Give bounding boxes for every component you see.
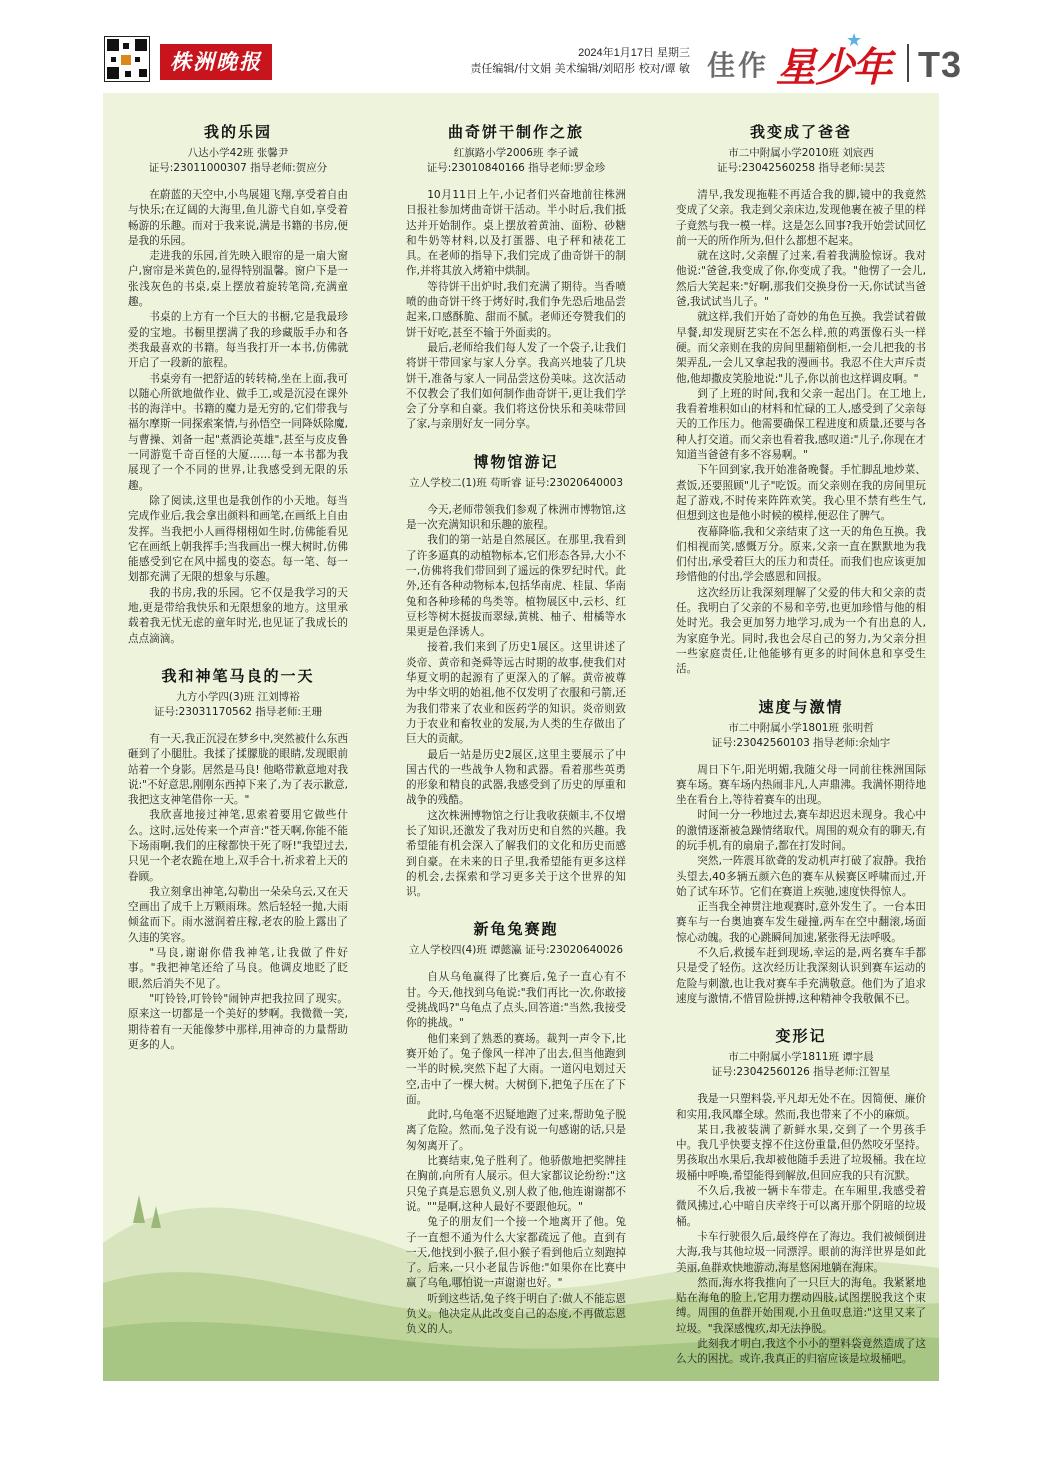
article-byline: 立人学校四(4)班 谭懿瀛 证号:23020640026: [408, 944, 624, 957]
article-paragraph: 最后,老师给我们每人发了一个袋子,让我们将饼干带回家与家人分享。我高兴地装了几块饼干,准备与家人一同品尝这份美味。这次活动不仅教会了我们如何制作曲奇饼干,更让我们学会了分享和自豪。我们将这份快乐和美味带回了家,与亲朋好友一同分享。: [406, 341, 626, 431]
article-cert: 证号:23042560126 指导老师:江智星: [711, 1066, 891, 1079]
article-paragraph: 周日下午,阳光明媚,我随父母一同前往株洲国际赛车场。赛车场内热闹非凡,人声鼎沸。我满怀期待地坐在看台上,等待着赛车的出现。: [676, 763, 926, 807]
article-paragraph: 我立刻拿出神笔,勾勒出一朵朵乌云,又在天空画出了成千上万颗雨珠。然后轻轻一抛,大雨倾盆而下。雨水滋润着庄稼,老农的脸上露出了久违的笑容。: [128, 885, 348, 944]
article-paragraph: "叮铃铃,叮铃铃"闹钟声把我拉回了现实。原来这一切都是一个美好的梦啊。我微微一笑,期待着有一天能像梦中那样,用神奇的力量帮助更多的人。: [128, 992, 348, 1051]
article-paragraph: 兔子的朋友们一个接一个地离开了他。兔子一直想不通为什么大家都疏远了他。直到有一天,他找到小猴子,但小猴子看到他后立刻跑掉了。后来,一只小老鼠告诉他:"如果你在比赛中赢了乌龟,哪怕说一声谢谢也好。": [406, 1216, 626, 1290]
article: [406, 121, 626, 433]
article-title: 博物馆游记: [473, 452, 559, 471]
article: [676, 121, 926, 678]
article-paragraph: 走进我的乐园,首先映入眼帘的是一扇大窗户,窗帘是米黄色的,显得特别温馨。窗户下是一张浅灰色的书桌,桌上摆放着旋转笔筒,充满童趣。: [128, 250, 348, 309]
article: [406, 918, 626, 1337]
article-paragraph: 下午回到家,我开始准备晚餐。手忙脚乱地炒菜、煮饭,还要照顾"儿子"吃饭。而父亲则在我的房间里玩起了游戏,不时传来阵阵欢笑。我心里不禁有些生气,但想到这也是他小时候的模样,便忍住了脾气。: [676, 464, 926, 523]
article-paragraph: 时间一分一秒地过去,赛车却迟迟未现身。我心中的激情逐渐被急躁情绪取代。周围的观众有的聊天,有的玩手机,有的扇扇子,都在打发时间。: [676, 809, 926, 852]
article-title: 速度与激情: [758, 697, 844, 716]
article: [676, 1025, 926, 1367]
article-paragraph: 不久后,我被一辆卡车带走。在车厢里,我感受着微风拂过,心中暗自庆幸终于可以离开那个阴暗的垃圾桶。: [676, 1185, 926, 1228]
article-paragraph: 就在这时,父亲醒了过来,看着我满脸惊讶。我对他说:"爸爸,我变成了你,你变成了我。"他愣了一会儿,然后大笑起来:"好啊,那我们交换身份一天,你试试当爸爸,我试试当儿子。": [676, 250, 926, 309]
article-byline: 红旗路小学2006班 李子诚: [453, 147, 579, 159]
article-cert: 证号:23042560258 指导老师:吴芸: [717, 162, 885, 174]
article-paragraph: 书桌的上方有一个巨大的书橱,它是我最珍爱的宝地。书橱里摆满了我的珍藏版手办和各类我最喜欢的书籍。每当我打开一本书,仿佛就开启了一段新的旅程。: [128, 311, 348, 370]
article-byline: 八达小学42班 张馨尹: [187, 147, 289, 159]
article-cert: 证号:23010840166 指导老师:罗金珍: [426, 162, 606, 174]
article-paragraph: 书桌旁有一把舒适的转转椅,坐在上面,我可以随心所欲地做作业、做手工,或是沉浸在课外书的海洋中。书籍的魔力是无穷的,它们带我与福尔摩斯一同探索案情,与孙悟空一同降妖除魔,与曹操、刘备一起"煮酒论英雄",甚至与皮皮鲁一同游览千奇百怪的大厦……每一本书都为我展现了一个不同的世界,让我感受到无限的乐趣。: [128, 372, 348, 492]
article-paragraph: 夜幕降临,我和父亲结束了这一天的角色互换。我们相视而笑,感慨万分。原来,父亲一直在默默地为我们付出,承受着巨大的压力和责任。而我们也应该更加珍惜他的付出,学会感恩和回报。: [676, 525, 926, 584]
article-paragraph: 接着,我们来到了历史1展区。这里讲述了炎帝、黄帝和尧舜等远古时期的故事,使我们对华夏文明的起源有了更深入的了解。黄帝被尊为中华文明的始祖,他不仅发明了衣服和弓箭,还为我们带来了农业和医药学的知识。炎帝则致力于农业和畜牧业的发展,为人类的生存做出了巨大的贡献。: [406, 641, 626, 746]
article-title: 新龟兔赛跑: [473, 920, 559, 939]
article-paragraph: 10月11日上午,小记者们兴奋地前往株洲日报社参加烤曲奇饼干活动。半小时后,我们抵达并开始制作。桌上摆放着黄油、面粉、砂糖和牛奶等材料,以及打蛋器、电子秤和裱花工具。在老师的指导下,我们完成了曲奇饼干的制作,并将其放入烤箱中烘制。: [406, 189, 626, 278]
article-paragraph: 突然,一阵震耳欲聋的发动机声打破了寂静。我抬头望去,40多辆五颜六色的赛车从候赛区呼啸而过,开始了试车环节。它们在赛道上疾驰,速度快得惊人。: [676, 855, 926, 898]
article-paragraph: 今天,老师带领我们参观了株洲市博物馆,这是一次充满知识和乐趣的旅程。: [406, 503, 626, 532]
article-paragraph: 某日,我被装满了新鲜水果,交到了一个男孩手中。我几乎快要支撑不住这份重量,但仍然咬牙坚持。男孩取出水果后,我却被他随手丢进了垃圾桶。我在垃圾桶中呼唤,希望能得到解放,但回应我的只有沉默。: [676, 1123, 926, 1182]
section-name: 佳作: [707, 49, 770, 82]
star-icon: ★: [846, 30, 863, 51]
article-paragraph: 正当我全神贯注地观赛时,意外发生了。一台本田赛车与一台奥迪赛车发生碰撞,两车在空中翻滚,场面惊心动魄。我的心跳瞬间加速,紧张得无法呼吸。: [676, 901, 926, 944]
article-cert: 证号:23011000307 指导老师:贺应分: [148, 162, 328, 174]
article-paragraph: 我的书房,我的乐园。它不仅是我学习的天地,更是带给我快乐和无限想象的地方。这里承载着我无忧无虑的童年时光,也见证了我成长的点点滴滴。: [128, 586, 348, 645]
article-paragraph: 不久后,救援车赶到现场,幸运的是,两名赛车手都只是受了轻伤。这次经历让我深刻认识到赛车运动的危险与刺激,也让我对赛车手充满敬意。他们为了追求速度与激情,不惜冒险拼搏,这种精神令我敬佩不已。: [676, 947, 926, 1005]
article-paragraph: 我欣喜地接过神笔,思索着要用它做些什么。这时,远处传来一个声音:"苍天啊,你能不能下场雨啊,我们的庄稼都快干死了呀!"我望过去,只见一个老农跪在地上,双手合十,祈求着上天的眷顾。: [128, 809, 348, 883]
article-title: 曲奇饼干制作之旅: [447, 123, 584, 141]
article-paragraph: 比赛结束,兔子胜利了。他骄傲地把奖牌挂在胸前,向所有人展示。但大家都议论纷纷:"这只兔子真是忘恩负义,别人救了他,他连谢谢都不说。""是啊,这种人最好不要跟他玩。": [406, 1155, 626, 1213]
article-paragraph: 听到这些话,兔子终于明白了:做人不能忘恩负义。他决定从此改变自己的态度,不再做忘恩负义的人。: [406, 1292, 626, 1336]
article-paragraph: 这次株洲博物馆之行让我收获颇丰,不仅增长了知识,还激发了我对历史和自然的兴趣。我希望能有机会深入了解我们的文化和历史而感到自豪。在未来的日子里,我希望能有更多这样的机会,去探索和学习更多关于这个世界的知识。: [406, 809, 626, 899]
article-paragraph: 我们的第一站是自然展区。在那里,我看到了许多逼真的动植物标本,它们形态各异,大小不一,仿佛将我们带回到了遥远的侏罗纪时代。此外,还有各种动物标本,包括华南虎、桂鼠、华南兔和各种珍稀的鸟类等。植物展区中,云杉、红豆杉等树木挺拔而翠绿,黄桃、柚子、柑橘等水果更是色泽诱人。: [406, 534, 626, 639]
article-byline: 立人学校二(1)班 苟昕睿 证号:23020640003: [408, 476, 624, 489]
article-paragraph: 除了阅读,这里也是我创作的小天地。每当完成作业后,我会拿出颜料和画笔,在画纸上自由发挥。当我把小人画得栩栩如生时,仿佛能看见它在画纸上朝我挥手;当我画出一棵大树时,仿佛能感受到它在风中摇曳的姿态。每一笔、每一划都充满了无限的想象与乐趣。: [128, 494, 348, 584]
column-middle: [406, 121, 626, 1356]
article-paragraph: 到了上班的时间,我和父亲一起出门。在工地上,我看着堆积如山的材料和忙碌的工人,感受到了父亲每天的工作压力。他需要确保工程进度和质量,还要与各种人打交道。而父亲也看着我,感叹道:"儿子,你现在才知道当爸爸有多不容易啊。": [676, 387, 926, 462]
editor-credits: 责任编辑/付文娟 美术编辑/刘昭彤 校对/谭 敏: [470, 62, 690, 75]
qr-code-icon: [104, 36, 150, 82]
article: [128, 665, 348, 1053]
article-paragraph: "马良,谢谢你借我神笔,让我做了件好事。"我把神笔还给了马良。他调皮地眨了眨眼,然后消失不见了。: [128, 947, 348, 990]
article: [406, 451, 626, 901]
article-paragraph: 等待饼干出炉时,我们充满了期待。当香喷喷的曲奇饼干终于烤好时,我们争先恐后地品尝起来,口感酥脆、甜而不腻。老师还夸赞我们的饼干好吃,甚至不输于外面卖的。: [406, 280, 626, 339]
page-number: T3: [918, 44, 963, 85]
article: [676, 696, 926, 1008]
article-paragraph: 在蔚蓝的天空中,小鸟展翅飞翔,享受着自由与快乐;在辽阔的大海里,鱼儿游弋自如,享受着畅游的乐趣。而对于我来说,满是书籍的书房,便是我的乐园。: [128, 189, 348, 247]
column-right: [676, 121, 926, 1386]
article-paragraph: 就这样,我们开始了奇妙的角色互换。我尝试着做早餐,却发现厨艺实在不怎么样,煎的鸡蛋像石头一样硬。而父亲则在我的房间里翻箱倒柜,一会儿把我的书架弄乱,一会儿又拿起我的漫画书。我忍不住大声斥责他,他却撒皮笑脸地说:"儿子,你以前也这样调皮啊。": [676, 311, 926, 385]
article-title: 我变成了爸爸: [749, 123, 852, 141]
divider: [907, 44, 909, 82]
article-paragraph: 此时,乌龟毫不迟疑地跑了过来,帮助兔子脱离了危险。然而,兔子没有说一句感谢的话,只是匆匆离开了。: [406, 1109, 626, 1152]
article-paragraph: 有一天,我正沉浸在梦乡中,突然被什么东西砸到了小腿肚。我揉了揉朦胧的眼睛,发现眼前站着一个身影。居然是马良! 他略带歉意地对我说:"不好意思,刚刚东西掉下来了,为了表示歉意,我把这支神笔借你一天。": [128, 732, 348, 807]
issue-meta: [420, 45, 690, 77]
article-byline: 市二中附属小学2010班 刘宸西: [728, 147, 874, 159]
article-cert: 证号:23042560103 指导老师:余灿宇: [711, 736, 891, 749]
article-paragraph: 然而,海水将我推向了一只巨大的海龟。我紧紧地贴在海龟的脸上,它用力摆动四肢,试图摆脱我这个束缚。周围的鱼群开始围观,小丑鱼叹息道:"这里又来了垃圾。"我深感愧疚,却无法挣脱。: [676, 1276, 926, 1335]
newspaper-logo: 株洲晚报: [160, 44, 272, 80]
article-title: 我的乐园: [203, 123, 272, 141]
article-title: 变形记: [775, 1027, 827, 1046]
article-byline: 九方小学四(3)班 江刘博裕: [176, 690, 300, 703]
issue-date: 2024年1月17日 星期三: [578, 47, 690, 59]
article-paragraph: 最后一站是历史2展区,这里主要展示了中国古代的一些战争人物和武器。看着那些英勇的形象和精良的武器,我感受到了历史的厚重和战争的残酷。: [406, 748, 626, 807]
article-paragraph: 自从乌龟赢得了比赛后,兔子一直心有不甘。今天,他找到乌龟说:"我们再比一次,你敢接受挑战吗?"乌龟点了点头,回答道:"当然,我接受你的挑战。": [406, 971, 626, 1030]
article-paragraph: 我是一只塑料袋,平凡却无处不在。因简便、廉价和实用,我风靡全球。然而,我也带来了不小的麻烦。: [676, 1093, 926, 1121]
article-paragraph: 他们来到了熟悉的赛场。裁判一声令下,比赛开始了。兔子像风一样冲了出去,但当他跑到一半的时候,突然下起了大雨。一道闪电划过天空,击中了一棵大树。大树倒下,把兔子压在了下面。: [406, 1032, 626, 1106]
supplement-brand: 星少年: [776, 45, 890, 91]
article-paragraph: 这次经历让我深刻理解了父爱的伟大和父亲的责任。我明白了父亲的不易和辛劳,也更加珍惜与他的相处时光。我会更加努力地学习,成为一个有出息的人,为家庭争光。同时,我也会尽自己的努力,为父亲分担一些家庭责任,让他能够有更多的时间休息和享受生活。: [676, 586, 926, 676]
article-title: 我和神笔马良的一天: [161, 666, 315, 685]
article-byline: 市二中附属小学1801班 张明哲: [728, 721, 874, 734]
article-paragraph: 清早,我发现拖鞋不再适合我的脚,镜中的我竟然变成了父亲。我走到父亲床边,发现他裹在被子里的样子竟然与我一模一样。这是怎么回事?我开始尝试回忆前一天的所作所为,但什么都想不起来。: [676, 189, 926, 247]
article-paragraph: 卡车行驶很久后,最终停在了海边。我们被倾倒进大海,我与其他垃圾一同漂浮。眼前的海洋世界是如此美丽,鱼群欢快地游动,海星悠闲地躺在海床。: [676, 1230, 926, 1274]
column-left: [128, 121, 348, 1071]
article-cert: 证号:23031170562 指导老师:王珊: [154, 705, 322, 718]
article-byline: 市二中附属小学1811班 谭宇晨: [728, 1051, 874, 1064]
article-paragraph: 此刻我才明白,我这个小小的塑料袋竟然造成了这么大的困扰。或许,我真正的归宿应该是垃圾桶吧。: [676, 1338, 926, 1366]
article: [128, 121, 348, 647]
